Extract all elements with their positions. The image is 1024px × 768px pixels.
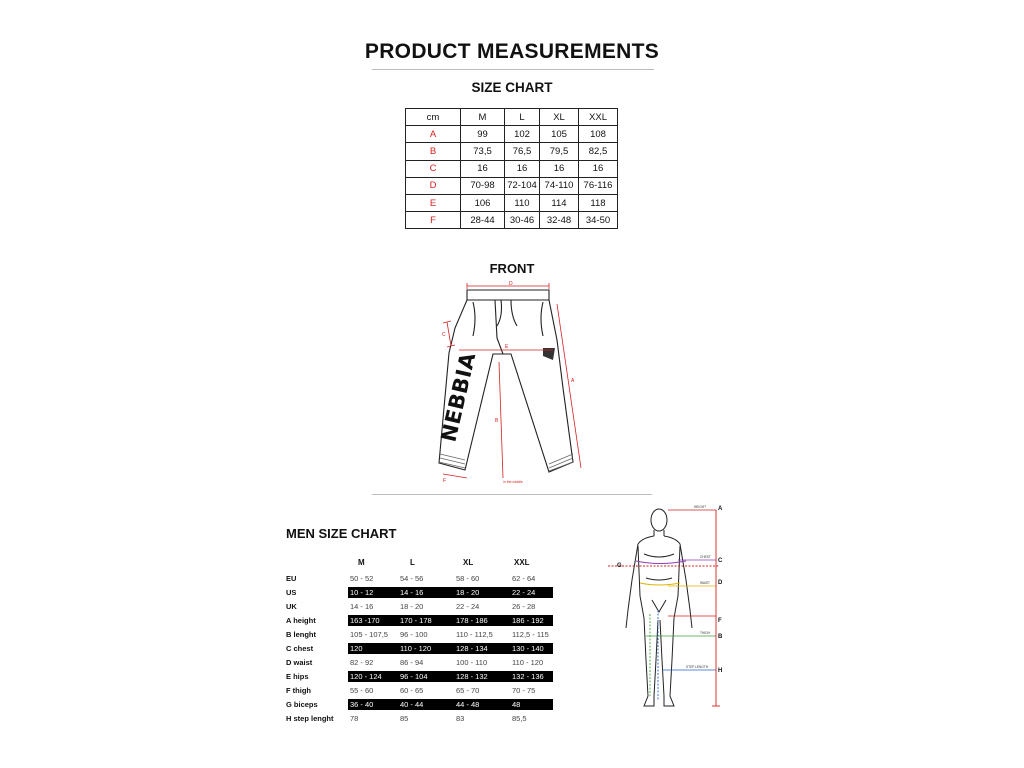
table-row [286,643,556,654]
dim-label-d: D [509,281,513,287]
table-cell: 16 [540,160,579,177]
header-cell: XXL [579,109,618,126]
table-cell: 16 [505,160,540,177]
table-cell: 110 - 120 [512,658,544,667]
row-label: G biceps [286,700,318,709]
dim-label-f: F [443,478,447,484]
section-divider [372,494,652,495]
table-cell: 83 [456,714,465,723]
table-row [286,629,556,640]
brand-logo: NEBBIA [436,350,481,445]
size-header: XL [463,558,474,567]
table-cell: 170 - 178 [400,616,432,625]
table-cell: 186 - 192 [512,616,544,625]
pants-front-diagram [425,278,595,488]
measure-letter-g: G [617,563,622,569]
table-cell: 14 - 16 [350,602,374,611]
men-size-chart-title: MEN SIZE CHART [286,526,397,541]
size-header: XXL [514,558,530,567]
table-row [286,601,556,612]
table-cell: 34-50 [579,212,618,229]
table-cell: 120 [350,644,363,653]
table-cell: 110 [505,194,540,211]
table-cell: 48 [512,700,521,709]
table-cell: 40 - 44 [400,700,424,709]
diagram-note: in the middle [503,480,523,484]
row-label: B lenght [286,630,316,639]
table-cell: 54 - 56 [400,574,424,583]
body-measurement-diagram [608,500,728,715]
table-cell: 85 [400,714,409,723]
row-label: UK [286,602,297,611]
tag-waist: WAIST [700,581,710,585]
table-cell: 26 - 28 [512,602,536,611]
table-cell: 110 - 112,5 [456,630,493,639]
header-cell: M [461,109,505,126]
header-cell: L [505,109,540,126]
table-row [286,573,556,584]
table-row [286,713,556,724]
row-label: H step lenght [286,714,334,723]
row-label: F thigh [286,686,311,695]
table-row [286,685,556,696]
table-row [286,587,556,598]
row-label: E hips [286,672,309,681]
table-cell: 178 - 186 [456,616,488,625]
table-cell: 28-44 [461,212,505,229]
table-row [286,699,556,710]
table-cell: 76-116 [579,177,618,194]
table-row [286,615,556,626]
table-cell: 18 - 20 [400,602,424,611]
size-chart-header-row [406,109,618,126]
row-label: F [406,212,461,229]
row-label: D waist [286,658,313,667]
table-cell: 10 - 12 [350,588,374,597]
table-cell: 96 - 104 [400,672,428,681]
table-cell: 22 - 24 [456,602,480,611]
size-chart-row [406,126,618,143]
row-label: B [406,143,461,160]
table-cell: 16 [461,160,505,177]
measure-letter-f: F [718,618,722,624]
dim-label-c: C [442,332,446,338]
table-cell: 78 [350,714,359,723]
row-label: A height [286,616,316,625]
table-cell: 14 - 16 [400,588,424,597]
table-cell: 108 [579,126,618,143]
table-cell: 163 -170 [350,616,380,625]
table-cell: 70 - 75 [512,686,536,695]
size-chart-row [406,160,618,177]
measure-letter-b: B [718,634,723,640]
table-cell: 96 - 100 [400,630,428,639]
table-cell: 65 - 70 [456,686,480,695]
row-label: US [286,588,297,597]
table-cell: 118 [579,194,618,211]
size-chart-table [405,108,618,229]
measure-letter-c: C [718,558,723,564]
table-cell: 60 - 65 [400,686,424,695]
table-cell: 100 - 110 [456,658,488,667]
table-cell: 105 - 107,5 [350,630,388,639]
table-cell: 105 [540,126,579,143]
table-cell: 82,5 [579,143,618,160]
front-title: FRONT [489,261,535,276]
row-label: EU [286,574,297,583]
table-cell: 44 - 48 [456,700,480,709]
table-cell: 18 - 20 [456,588,480,597]
row-label: C chest [286,644,314,653]
table-cell: 55 - 60 [350,686,374,695]
table-cell: 73,5 [461,143,505,160]
dim-label-b: B [495,418,499,424]
table-row [286,671,556,682]
table-cell: 106 [461,194,505,211]
table-cell: 120 - 124 [350,672,382,681]
header-cell: XL [540,109,579,126]
size-chart-row [406,194,618,211]
size-chart-row [406,143,618,160]
table-cell: 110 - 120 [400,644,432,653]
table-cell: 36 - 40 [350,700,374,709]
table-cell: 132 - 136 [512,672,544,681]
tag-thigh: THIGH [700,631,710,635]
table-cell: 85,5 [512,714,527,723]
tag-height: HEIGHT [694,505,707,509]
measure-letter-h: H [718,668,723,674]
table-cell: 50 - 52 [350,574,374,583]
table-cell: 130 - 140 [512,644,544,653]
row-label: A [406,126,461,143]
table-cell: 30-46 [505,212,540,229]
table-cell: 76,5 [505,143,540,160]
table-cell: 32-48 [540,212,579,229]
measure-letter-a: A [718,506,723,512]
size-header: L [410,558,415,567]
tag-step-length: STEP LENGTH [686,665,709,669]
table-cell: 128 - 132 [456,672,488,681]
table-cell: 58 - 60 [456,574,480,583]
row-label: C [406,160,461,177]
table-cell: 99 [461,126,505,143]
table-cell: 114 [540,194,579,211]
size-chart-row [406,212,618,229]
table-cell: 102 [505,126,540,143]
page-title: PRODUCT MEASUREMENTS [364,40,660,63]
table-cell: 86 - 94 [400,658,424,667]
table-cell: 22 - 24 [512,588,536,597]
dim-label-e: E [505,344,509,350]
header-cell: cm [406,109,461,126]
table-cell: 72-104 [505,177,540,194]
table-cell: 128 - 134 [456,644,488,653]
measure-letter-d: D [718,580,723,586]
tag-chest: CHEST [700,555,711,559]
table-cell: 70-98 [461,177,505,194]
table-row [286,657,556,668]
table-cell: 82 - 92 [350,658,374,667]
size-header: M [358,558,365,567]
size-chart-title: SIZE CHART [471,80,553,95]
dim-label-a: A [571,378,575,384]
table-cell: 74-110 [540,177,579,194]
row-label: E [406,194,461,211]
row-label: D [406,177,461,194]
size-chart-row [406,177,618,194]
table-cell: 112,5 - 115 [512,630,549,639]
table-cell: 62 - 64 [512,574,536,583]
title-divider [372,69,654,70]
table-cell: 79,5 [540,143,579,160]
table-cell: 16 [579,160,618,177]
